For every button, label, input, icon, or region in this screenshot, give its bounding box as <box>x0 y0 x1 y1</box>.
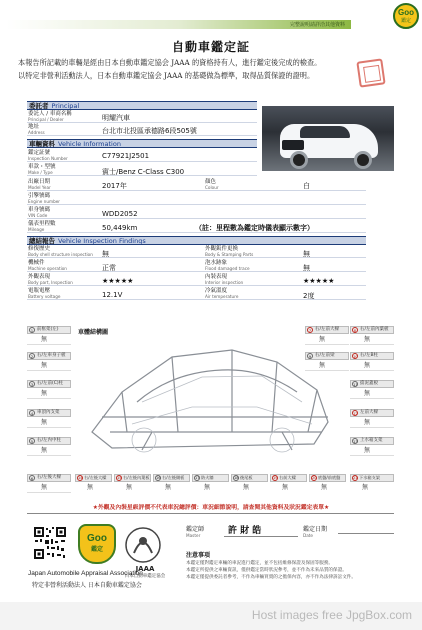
finding-left-value: 正常 <box>102 264 116 272</box>
part-tag-bottom <box>114 474 151 492</box>
intro-line-2: 以特定非營利活動法人，日本自動車鑑定協会 JAAA 的基礎做為標準，取得品質保證的證明。 <box>18 71 315 80</box>
address-label-en: Address <box>28 130 45 135</box>
rating-disclaimer: ★外觀及內裝星級評價不代表車況總評價：車況細節說明，請查閱其他資料及狀況鑑定表單★ <box>92 505 330 511</box>
part-label: 右/左內中柱 <box>37 438 62 443</box>
part-number: 1 <box>30 328 34 333</box>
part-tag-header <box>350 352 394 360</box>
part-label: 防火牆 <box>201 475 214 480</box>
part-value: 無 <box>204 484 211 491</box>
part-number: 19 <box>273 476 278 480</box>
finding-right-value: 2度 <box>303 292 315 300</box>
year-label-zh: 出廠日期 <box>28 179 51 185</box>
finding-left-label-zh: 外觀表現 <box>28 274 51 280</box>
part-tag-left <box>27 437 71 456</box>
page-title: 自動車鑑定証 <box>171 40 250 54</box>
section-vehicle-en: Vehicle Information <box>58 140 121 148</box>
part-tag-right <box>350 437 394 456</box>
part-tag-header <box>305 352 349 360</box>
car-grill-shape <box>282 140 304 150</box>
part-value: 無 <box>305 335 349 345</box>
finding-left-label-en: Machine operation <box>28 266 67 271</box>
part-label: 右/左後內葉板 <box>123 475 150 480</box>
make-value: 賓士/Benz C-Class C300 <box>102 168 185 176</box>
host-watermark[interactable]: Host images free JpgBox.com <box>251 608 412 622</box>
address-value: 台北市北投區承德路6段505號 <box>102 127 197 135</box>
finding-right-value: 無 <box>303 264 310 272</box>
part-tag-left <box>27 474 71 493</box>
address-label-zh: 地址 <box>28 124 40 130</box>
finding-left-label-en: Battery voltage <box>28 294 61 299</box>
make-label <box>28 164 56 175</box>
address-label <box>28 124 45 135</box>
finding-right-label <box>205 260 250 271</box>
part-tag-bottom <box>350 474 394 492</box>
year-label <box>28 179 51 190</box>
finding-left-label <box>28 260 67 271</box>
goo-logo-line1: Goo <box>398 8 414 17</box>
part-tag-header <box>350 437 394 445</box>
part-label: 右/左後側板 <box>162 475 185 480</box>
part-tag-header <box>350 326 394 334</box>
part-number: 20 <box>312 476 317 480</box>
vin-label-en: VIN Code <box>28 213 48 218</box>
part-label: 右/左前梁 <box>315 353 335 358</box>
finding-right-label <box>205 246 253 257</box>
part-tag-header <box>27 326 71 334</box>
master-label-en: Master <box>186 533 201 538</box>
part-value: 無 <box>165 484 172 491</box>
part-tag-header <box>27 474 71 482</box>
part-number: 14 <box>78 476 83 480</box>
part-number: 10 <box>353 354 358 359</box>
part-number: 11 <box>353 382 358 387</box>
part-value: 無 <box>305 361 349 371</box>
engine-label-zh: 引擎號碼 <box>28 193 51 199</box>
finding-left-label-en: Body shell structure inspection <box>28 252 93 257</box>
colour-label-zh: 顏色 <box>205 179 217 185</box>
part-tag-header <box>350 409 394 417</box>
section-findings <box>27 236 366 245</box>
part-value: 無 <box>321 484 328 491</box>
part-number: 8 <box>353 328 357 333</box>
mileage-label-en: Mileage <box>28 227 45 232</box>
part-label: 後尾板 <box>240 475 253 480</box>
finding-row <box>27 288 366 300</box>
goo-big-line1: Goo <box>87 533 107 544</box>
part-number: 18 <box>234 476 239 480</box>
inspection-value: C77921J2501 <box>102 152 150 160</box>
part-value: 無 <box>350 389 394 399</box>
part-label: 前框架(左) <box>37 327 59 332</box>
finding-left-label-zh: 機械件 <box>28 260 45 266</box>
part-tag-header <box>75 474 112 482</box>
finding-right-label <box>205 288 238 299</box>
year-label-en: Model Year <box>28 185 51 190</box>
part-tag-right <box>305 352 349 371</box>
date-line <box>338 533 394 534</box>
part-tag-right <box>350 409 394 428</box>
part-tag-left <box>27 326 71 345</box>
make-label-en: Make / Type <box>28 170 53 175</box>
part-value: 無 <box>27 389 71 399</box>
part-value: 無 <box>27 483 71 493</box>
section-vehicle-zh: 車輛資料 <box>29 140 55 148</box>
vin-value: WDD2052 <box>102 210 138 218</box>
seal-stamp <box>356 58 385 87</box>
finding-left-label <box>28 246 93 257</box>
part-tag-bottom <box>192 474 229 492</box>
part-value: 無 <box>27 446 71 456</box>
part-tag-header <box>305 326 349 334</box>
section-vehicle <box>27 139 257 148</box>
part-number: 2 <box>30 354 34 359</box>
part-number: 17 <box>195 476 200 480</box>
part-number: 15 <box>117 476 122 480</box>
note-line: 本鑑定所提供之車輛資訊，僅供鑑定當時狀況參考，並不作為未來品質的保證。 <box>186 568 347 573</box>
part-tag-bottom <box>231 474 268 492</box>
mileage-value: 50,449km <box>102 224 138 232</box>
part-tag-left <box>27 352 71 371</box>
finding-left-label <box>28 288 60 299</box>
part-number: 21 <box>353 476 358 480</box>
intro-line-1: 本報告所記載的車輛是經由日本自動車鑑定協会 JAAA 的資格持有人，進行鑑定後完成的檢查。 <box>18 58 322 67</box>
part-label: 右/左B柱 <box>360 353 379 358</box>
part-tag-header <box>27 380 71 388</box>
part-tag-header <box>350 474 394 482</box>
mileage-note: （註：里程數為鑑定時儀表顯示數字） <box>195 224 314 232</box>
part-value: 無 <box>27 361 71 371</box>
top-caption: 完整說明請詳洽其他資料 <box>290 22 346 28</box>
finding-right-label-en: Interior inspection <box>205 280 244 285</box>
master-label <box>186 524 204 538</box>
finding-right-label-zh: 內裝表現 <box>205 274 228 280</box>
part-label: 下水箱支架 <box>359 475 380 480</box>
dealer-value: 明耀汽車 <box>102 114 130 122</box>
finding-left-label-zh: 電瓶電壓 <box>28 288 51 294</box>
finding-right-label-zh: 外觀鈑件更換 <box>205 246 239 252</box>
finding-left-value: 12.1V <box>102 291 123 299</box>
finding-right-label-en: Flood damaged trace <box>205 266 250 271</box>
association-name-en: Japan Automobile Appraisal Association <box>28 570 143 577</box>
part-label: 右前大樑 <box>279 475 296 480</box>
row-year-colour <box>27 179 366 191</box>
row-vin <box>27 207 366 219</box>
part-tag-header <box>350 380 394 388</box>
part-value: 無 <box>126 484 133 491</box>
colour-value: 白 <box>303 182 310 190</box>
note-line: 本鑑定僅提供委託者參考，不作為車輛買賣的之擔保內容，亦不作為法律訴訟文件。 <box>186 575 356 580</box>
finding-left-label-en: Body part, Inspection <box>28 280 73 285</box>
part-label: 底盤/前底盤 <box>318 475 341 480</box>
qr-code-icon <box>33 526 67 560</box>
divider <box>27 513 394 514</box>
part-tag-right <box>305 326 349 345</box>
part-number: 6 <box>30 476 34 481</box>
jaaa-sub: 日本自動車鑑定協会 <box>124 574 166 579</box>
section-findings-en: Vehicle Inspection Findings <box>58 237 146 245</box>
part-tag-header <box>192 474 229 482</box>
finding-right-label-en: Body & Stamping Parts <box>205 252 254 257</box>
part-tag-header <box>27 409 71 417</box>
car-wheel-rear <box>354 151 372 169</box>
part-tag-header <box>114 474 151 482</box>
part-number: 7 <box>308 328 312 333</box>
part-tag-bottom <box>309 474 346 492</box>
diagram-title: 車體結構圖 <box>78 329 109 336</box>
part-value: 無 <box>350 335 394 345</box>
part-tag-header <box>309 474 346 482</box>
finding-left-value: ★★★★★ <box>102 277 134 285</box>
finding-right-label <box>205 274 243 285</box>
car-wheel-front <box>290 151 308 169</box>
part-tag-right <box>350 380 394 399</box>
part-value: 無 <box>27 335 71 345</box>
part-number: 12 <box>353 411 358 416</box>
part-value: 無 <box>282 484 289 491</box>
part-label: 擋泥蓋板 <box>360 381 378 386</box>
part-number: 16 <box>156 476 161 480</box>
part-value: 無 <box>350 418 394 428</box>
section-principal <box>27 101 257 110</box>
part-tag-bottom <box>75 474 112 492</box>
goo-big-line2: 鑑定 <box>90 546 103 553</box>
year-value: 2017年 <box>102 182 127 190</box>
part-tag-header <box>153 474 190 482</box>
mileage-label <box>28 221 56 232</box>
vehicle-photo <box>262 106 394 171</box>
goo-appraisal-logo <box>78 524 116 564</box>
part-tag-left <box>27 409 71 428</box>
mileage-label-zh: 儀表里程數 <box>28 221 56 227</box>
part-tag-left <box>27 380 71 399</box>
part-label: 右/左前(C)柱 <box>37 381 64 386</box>
part-value: 無 <box>243 484 250 491</box>
row-address <box>27 124 257 136</box>
finding-row <box>27 274 366 286</box>
intro-text <box>18 56 408 82</box>
dealer-label-en: Principal / Dealer <box>28 117 64 122</box>
part-value: 無 <box>350 361 394 371</box>
make-label-zh: 車款・型號 <box>28 164 56 170</box>
part-label: 上水箱支架 <box>360 438 383 443</box>
section-findings-zh: 總結報告 <box>29 237 55 245</box>
part-label: 右/左後大樑 <box>84 475 107 480</box>
part-label: 車頂內支架 <box>37 410 60 415</box>
finding-right-value: ★★★★★ <box>303 277 335 285</box>
association-name-zh: 特定非營利活動法人 日本自動車鑑定協会 <box>32 582 142 589</box>
dealer-label-zh: 委託人 / 車商名稱 <box>28 111 72 117</box>
part-tag-right <box>350 326 394 345</box>
notes <box>186 560 396 581</box>
row-mileage <box>27 221 366 233</box>
finding-row <box>27 260 366 272</box>
part-number: 5 <box>30 439 34 444</box>
part-tag-bottom <box>153 474 190 492</box>
part-number: 13 <box>353 439 358 444</box>
top-bar <box>0 0 422 30</box>
colour-label-en: Colour <box>205 185 219 190</box>
part-tag-header <box>231 474 268 482</box>
row-make <box>27 164 257 176</box>
part-tag-right <box>350 352 394 371</box>
master-name: 許 財 皓 <box>224 523 298 537</box>
section-principal-en: Principal <box>51 102 80 110</box>
host-footer <box>0 602 422 630</box>
part-value: 無 <box>362 484 369 491</box>
part-value: 無 <box>87 484 94 491</box>
notes-title: 注意事項 <box>186 552 211 559</box>
part-number: 9 <box>308 354 312 359</box>
inspection-label-zh: 鑑定証號 <box>28 150 51 156</box>
date-label-en: Date <box>303 533 314 538</box>
engine-label <box>28 193 60 204</box>
jaaa-logo-icon <box>124 526 162 564</box>
row-inspection <box>27 150 257 162</box>
note-line: 本鑑定僅對鑑定車輛的車況進行鑑定，並不包括維修保證及保固等服務。 <box>186 561 334 566</box>
engine-label-en: Engine number <box>28 199 61 204</box>
colour-label <box>205 179 219 190</box>
dealer-label <box>28 111 72 122</box>
finding-left-label <box>28 274 73 285</box>
goo-logo-small <box>393 3 419 29</box>
goo-logo-line2: 鑑定 <box>400 18 411 24</box>
part-label: 右/左前內葉板 <box>360 327 389 332</box>
part-value: 無 <box>350 446 394 456</box>
finding-right-label-zh: 泡水跡象 <box>205 260 228 266</box>
part-label: 右/左車身子板 <box>37 353 66 358</box>
finding-right-label-zh: 冷氣溫度 <box>205 288 228 294</box>
vin-label <box>28 207 50 218</box>
car-window-shape <box>300 126 350 138</box>
date-label-zh: 鑑定日期 <box>303 526 328 533</box>
inspection-label-en: Inspection Number <box>28 156 68 161</box>
finding-right-label-en: Air temperature <box>205 294 239 299</box>
section-principal-zh: 委託者 <box>29 102 49 110</box>
finding-left-label-zh: 修復歷史 <box>28 246 51 252</box>
part-tag-bottom <box>270 474 307 492</box>
vin-label-zh: 車身號碼 <box>28 207 51 213</box>
finding-row <box>27 246 366 258</box>
chassis-diagram <box>82 332 338 467</box>
date-label <box>303 524 327 538</box>
finding-right-value: 無 <box>303 250 310 258</box>
jaaa-name: JAAA <box>135 565 155 573</box>
row-dealer <box>27 111 257 123</box>
part-tag-header <box>27 437 71 445</box>
part-number: 3 <box>30 382 34 387</box>
part-label: 左前大樑 <box>360 410 378 415</box>
part-tag-header <box>270 474 307 482</box>
part-label: 右/左前大樑 <box>315 327 340 332</box>
row-engine <box>27 193 366 205</box>
part-value: 無 <box>27 418 71 428</box>
finding-left-value: 無 <box>102 250 109 258</box>
part-label: 右/左後大樑 <box>37 475 62 480</box>
inspection-label <box>28 150 68 161</box>
part-number: 4 <box>30 411 34 416</box>
part-tag-header <box>27 352 71 360</box>
master-label-zh: 鑑定師 <box>186 526 205 533</box>
